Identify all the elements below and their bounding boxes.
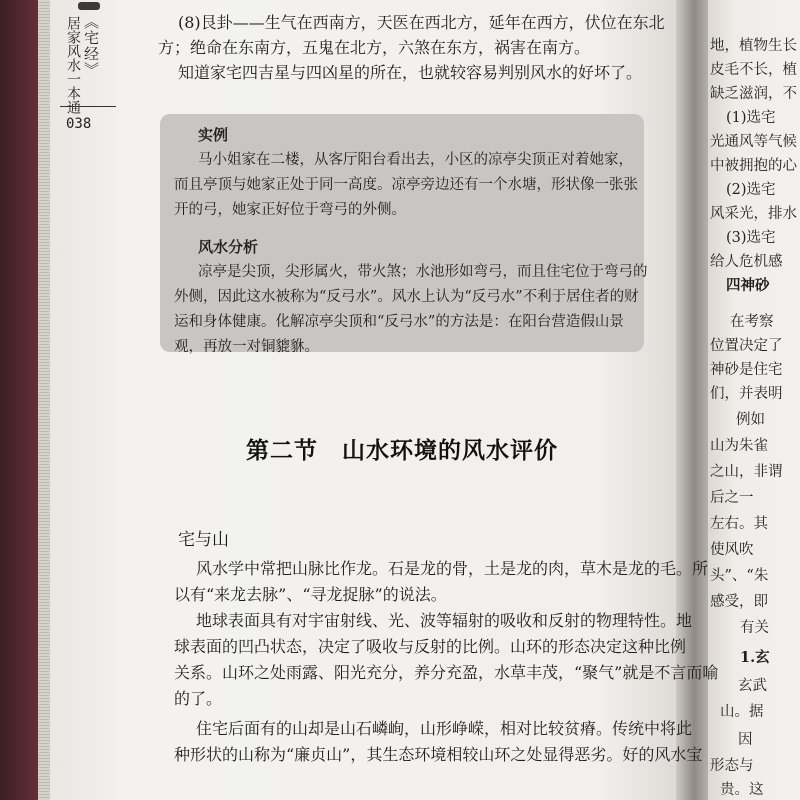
right-line: 感受，即	[710, 594, 768, 610]
right-line: 左右。其	[710, 516, 768, 532]
right-line: 皮毛不长，植	[710, 62, 797, 78]
example-line: 而且亭顶与她家正处于同一高度。凉亭旁边还有一个水塘，形状像一张张	[174, 177, 638, 193]
right-line: 头”、“朱	[710, 568, 769, 584]
right-line: 山为朱雀	[710, 438, 768, 454]
body-line: 风水学中常把山脉比作龙。石是龙的骨，土是龙的肉，草木是龙的毛。所	[196, 559, 709, 578]
right-line: 缺乏滋润，不	[710, 86, 797, 102]
analysis-heading: 风水分析	[198, 238, 259, 256]
book-title: 《宅经》	[82, 14, 100, 78]
body-line: 地球表面具有对宇宙射线、光、波等辐射的吸收和反射的物理特性。地	[196, 611, 693, 630]
right-line: 之山，非谓	[710, 464, 783, 480]
section-title: 第二节 山水环境的风水评价	[246, 437, 558, 464]
right-line: 光通风等气候	[710, 134, 797, 150]
right-line: 后之一	[710, 490, 754, 506]
right-line: 贵。这	[720, 782, 764, 798]
body-line: 球表面的凹凸状态，决定了吸收与反射的比例。山环的形态决定这种比例	[174, 637, 687, 656]
right-line: 玄武	[738, 678, 767, 694]
analysis-line: 外侧，因此这水被称为“反弓水”。风水上认为“反弓水”不利于居住者的财	[174, 289, 639, 305]
body-line: 关系。山环之处雨露、阳光充分，养分充盈，水草丰茂，“聚气”就是不言而喻	[174, 663, 719, 682]
example-line: 马小姐家在二楼，从客厅阳台看出去，小区的凉亭尖顶正对着她家，	[198, 152, 633, 168]
right-line: (1)选宅	[726, 110, 776, 126]
right-line: 使风吹	[710, 542, 754, 558]
text-line: 知道家宅四吉星与四凶星的所在，也就较容易判别风水的好坏了。	[178, 63, 643, 82]
right-line: 山。据	[720, 704, 764, 720]
right-heading: 四神砂	[726, 277, 770, 294]
analysis-line: 凉亭是尖顶，尖形属火，带火煞；水池形如弯弓，而且住宅位于弯弓的	[198, 264, 648, 280]
ornament-icon	[78, 2, 100, 10]
right-line: 风采光，排水	[710, 206, 797, 222]
text-line: 方；绝命在东南方，五鬼在北方，六煞在东方，祸害在南方。	[158, 38, 591, 57]
subheading: 宅与山	[178, 530, 229, 550]
right-line: 形态与	[710, 758, 754, 774]
example-box	[160, 114, 648, 355]
text-line: (8)艮卦——生气在西南方，天医在西北方，延年在西方，伏位在东北	[178, 13, 665, 32]
right-line: 位置决定了	[710, 338, 783, 354]
book-subtitle: 居家风水一本通	[65, 16, 81, 114]
analysis-line: 观，再放一对铜貔貅。	[174, 339, 319, 355]
right-line: 有关	[740, 620, 769, 636]
page-number: 038	[66, 116, 92, 132]
analysis-line: 运和身体健康。化解凉亭尖顶和“反弓水”的方法是：在阳台营造假山景	[174, 314, 624, 330]
body-line: 住宅后面有的山却是山石嶙峋，山形峥嵘，相对比较贫瘠。传统中将此	[196, 719, 693, 738]
body-line: 的了。	[174, 689, 223, 708]
right-line: (2)选宅	[726, 182, 776, 198]
body-line: 以有“来龙去脉”、“寻龙捉脉”的说法。	[174, 585, 447, 604]
right-line: 给人危机感	[710, 254, 783, 270]
right-line: 们，并表明	[710, 386, 783, 402]
right-line: 在考察	[730, 314, 774, 330]
header-rule	[60, 106, 116, 107]
running-header	[60, 0, 116, 122]
example-line: 开的弓，她家正好位于弯弓的外侧。	[174, 202, 406, 218]
right-line: 1.玄	[740, 649, 770, 666]
right-line: 中被拥抱的心	[710, 158, 797, 174]
right-line: 例如	[736, 412, 765, 428]
body-line: 种形状的山称为“廉贞山”，其生态环境相较山环之处显得恶劣。好的风水宝	[174, 745, 703, 764]
right-line: (3)选宅	[726, 230, 776, 246]
example-heading: 实例	[198, 126, 229, 144]
right-line: 因	[738, 732, 753, 748]
right-line: 神砂是住宅	[710, 362, 783, 378]
right-line: 地，植物生长	[710, 38, 797, 54]
